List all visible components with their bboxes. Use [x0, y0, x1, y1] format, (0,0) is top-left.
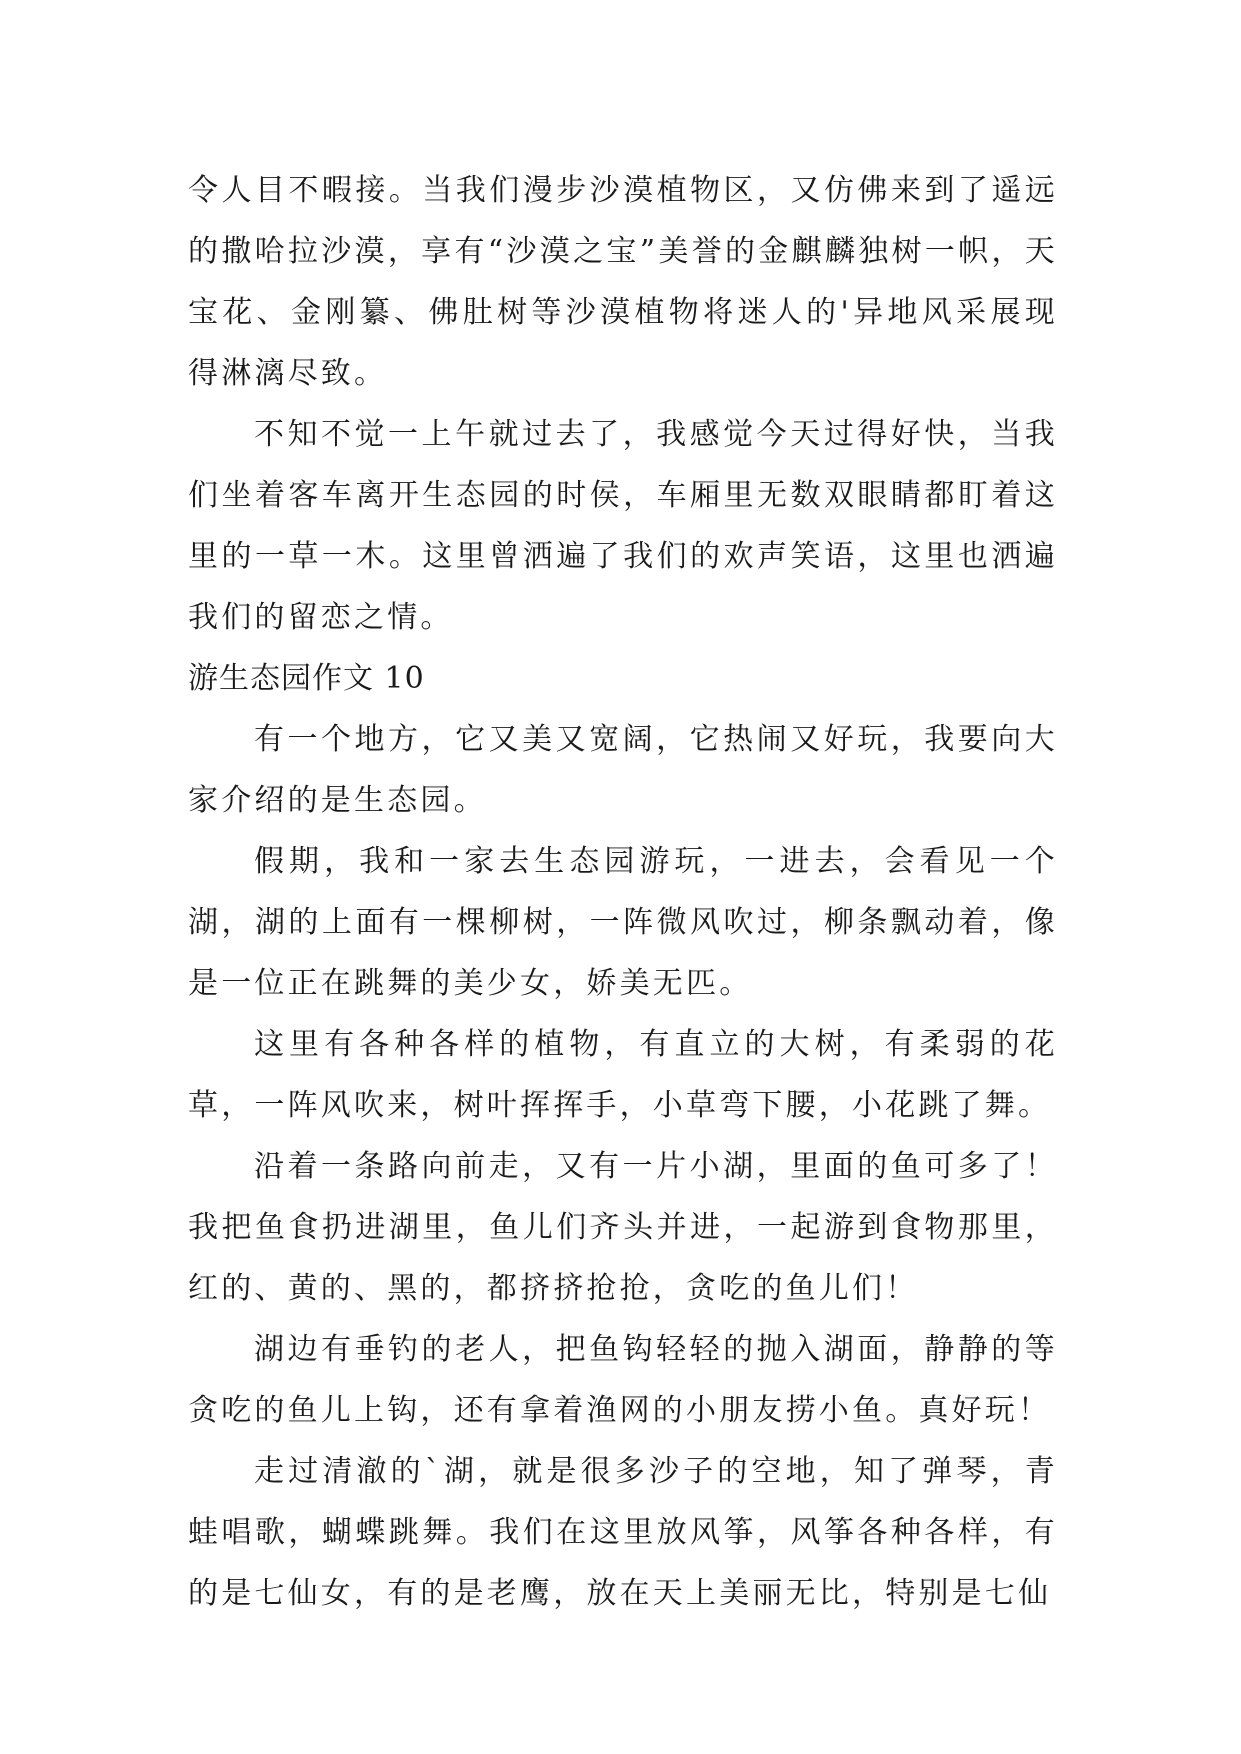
paragraph: 沿着一条路向前走，又有一片小湖，里面的鱼可多了！我把鱼食扔进湖里，鱼儿们齐头并进，一起游到食物那里，红的、黄的、黑的，都挤挤抢抢，贪吃的鱼儿们！ [188, 1149, 1058, 1306]
essay-body [188, 160, 1058, 1624]
paragraph: 令人目不暇接。当我们漫步沙漠植物区，又仿佛来到了遥远的撒哈拉沙漠，享有“沙漠之宝”美誉的金麒麟独树一帜，天宝花、金刚纂、佛肚树等沙漠植物将迷人的'异地风采展现得淋漓尽致。 [188, 173, 1058, 391]
paragraph: 湖边有垂钓的老人，把鱼钩轻轻的抛入湖面，静静的等贪吃的鱼儿上钩，还有拿着渔网的小朋友捞小鱼。真好玩！ [188, 1332, 1058, 1428]
paragraph: 假期，我和一家去生态园游玩，一进去，会看见一个湖，湖的上面有一棵柳树，一阵微风吹过，柳条飘动着，像是一位正在跳舞的美少女，娇美无匹。 [188, 844, 1058, 1001]
paragraph: 有一个地方，它又美又宽阔，它热闹又好玩，我要向大家介绍的是生态园。 [188, 722, 1058, 818]
paragraph: 走过清澈的`湖，就是很多沙子的空地，知了弹琴，青蛙唱歌，蝴蝶跳舞。我们在这里放风筝，风筝各种各样，有的是七仙女，有的是老鹰，放在天上美丽无比，特别是七仙 [188, 1454, 1058, 1611]
essay-title: 游生态园作文 10 [188, 661, 425, 696]
paragraph: 这里有各种各样的植物，有直立的大树，有柔弱的花草，一阵风吹来，树叶挥挥手，小草弯下腰，小花跳了舞。 [188, 1027, 1058, 1123]
paragraph: 不知不觉一上午就过去了，我感觉今天过得好快，当我们坐着客车离开生态园的时侯，车厢里无数双眼睛都盯着这里的一草一木。这里曾洒遍了我们的欢声笑语，这里也洒遍我们的留恋之情。 [188, 417, 1058, 635]
